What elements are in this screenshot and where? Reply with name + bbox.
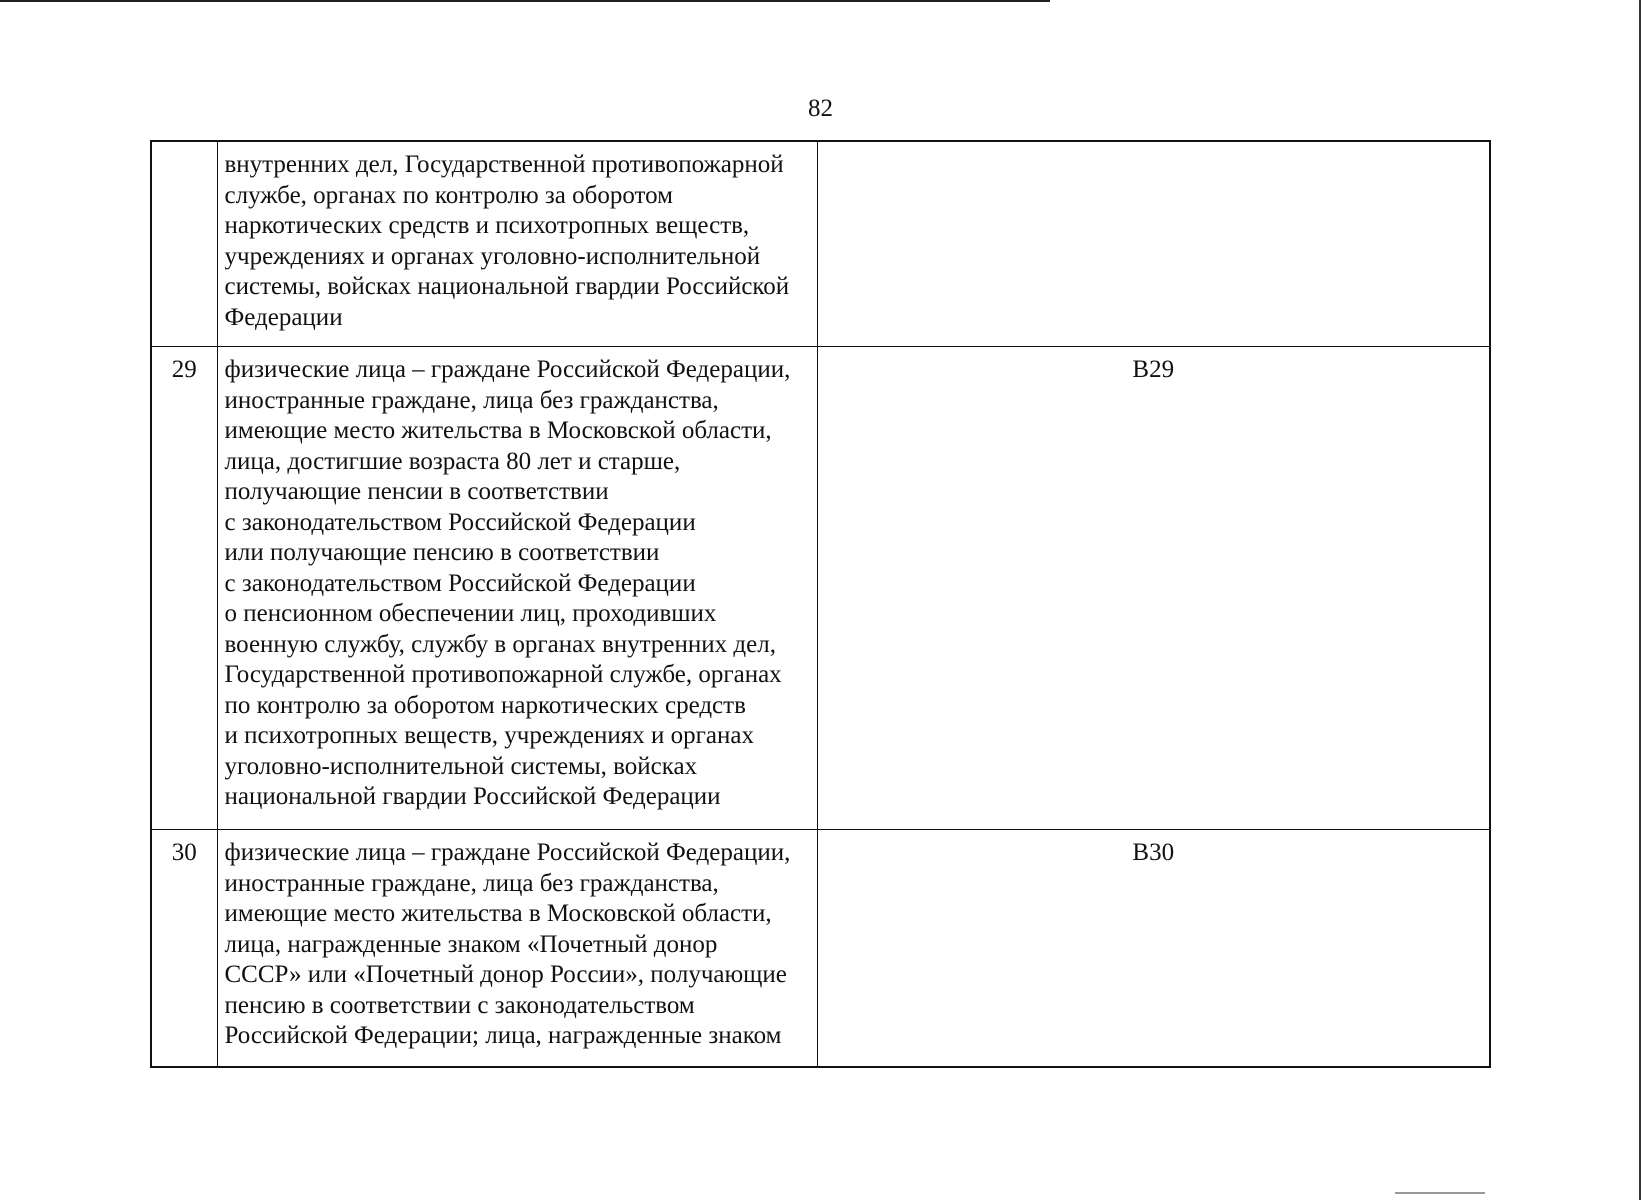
page-number: 82 bbox=[808, 95, 833, 122]
table-row bbox=[151, 347, 1490, 830]
row-description-cell: внутренних дел, Государственной противопожарной службе, органах по контролю за оборотом наркотических средств и психотропных веществ, учреждениях и органах уголовно-исполнительной системы, войсках национальной гвардии Российской Федерации bbox=[217, 141, 817, 347]
row-description-cell: физические лица – граждане Российской Федерации, иностранные граждане, лица без гражданства, имеющие место жительства в Московской области, лица, достигшие возраста 80 лет и старше, получающие пенсии в соответствии с законодательством Российской Федерации или получающие пенсию в соответствии с законодательством Российской Федерации о пенсионном обеспечении лиц, проходивших военную службу, службу в органах внутренних дел, Государственной противопожарной службе, органах по контролю за оборотом наркотических средств и психотропных веществ, учреждениях и органах уголовно-исполнительной системы, войсках национальной гвардии Российской Федерации bbox=[217, 347, 817, 830]
row-number-cell bbox=[151, 141, 217, 347]
benefit-category-table bbox=[150, 140, 1491, 1068]
row-description-cell: физические лица – граждане Российской Федерации, иностранные граждане, лица без гражданства, имеющие место жительства в Московской области, лица, награжденные знаком «Почетный донор СССР» или «Почетный донор России», получающие пенсию в соответствии с законодательством Российской Федерации; лица, награжденные знаком bbox=[217, 830, 817, 1068]
row-code-cell: В30 bbox=[817, 830, 1490, 1068]
row-code-cell bbox=[817, 141, 1490, 347]
row-code-cell: В29 bbox=[817, 347, 1490, 830]
row-number-cell: 30 bbox=[151, 830, 217, 1068]
scan-border-top bbox=[0, 0, 1050, 2]
table-row bbox=[151, 830, 1490, 1068]
row-number-cell: 29 bbox=[151, 347, 217, 830]
table-row bbox=[151, 141, 1490, 347]
scan-artifact bbox=[1395, 1192, 1485, 1194]
